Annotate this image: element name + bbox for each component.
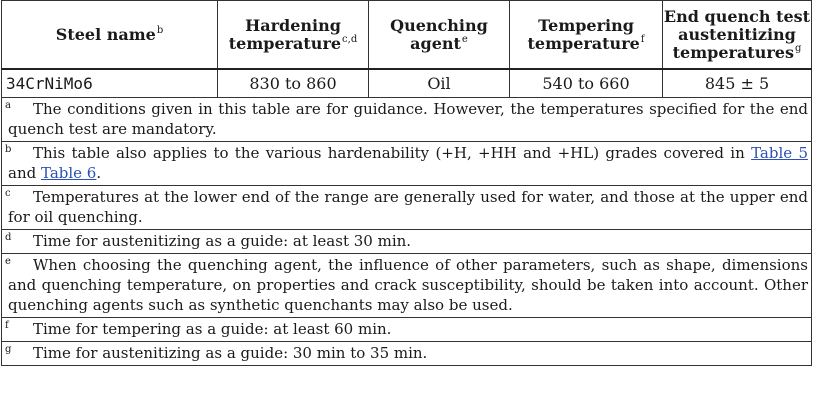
cell-end-quench-temperature: 845 ± 5 <box>663 69 812 98</box>
table-5-link[interactable]: Table 5 <box>751 144 808 162</box>
cell-quenching-agent: Oil <box>369 69 510 98</box>
table-header-row <box>2 1 812 70</box>
footnote-row <box>2 230 812 254</box>
header-quenching-agent: Quenching agent$^e$ <box>369 1 510 70</box>
table-row <box>2 69 812 98</box>
footnote-row <box>2 254 812 318</box>
footnote-text: The conditions given in this table are for guidance. However, the temperatures specified for the end quench test are mandatory. <box>8 100 808 138</box>
footnote-ref-b: b <box>156 25 164 37</box>
footnote-text: Time for tempering as a guide: at least 60 min. <box>33 320 392 338</box>
header-hardening-temperature: Hardening temperature$^{c,d}$ <box>218 1 369 70</box>
footnote-row <box>2 142 812 186</box>
cell-hardening-temperature: 830 to 860 <box>218 69 369 98</box>
footnote-text: When choosing the quenching agent, the influence of other parameters, such as shape, dimensions and quenching temperature, on properties and crack susceptibility, should be taken into account. Other quenching agents such as synthetic quenchants may also be used. <box>8 256 808 314</box>
footnote-text: This table also applies to the various hardenability (+H, +HH and +HL) grades covered in <box>33 144 752 162</box>
header-steel-name: Steel name$^b$ <box>2 1 218 70</box>
footnote-row <box>2 318 812 342</box>
footnote-b: b This table also applies to the various hardenability (+H, +HH and +HL) grades covered in Table 5 and Table 6. <box>2 142 812 186</box>
footnote-row <box>2 98 812 142</box>
footnote-e: e When choosing the quenching agent, the influence of other parameters, such as shape, dimensions and quenching temperature, on properties and crack susceptibility, should be taken into account. Other quenching agents such as synthetic quenchants may also be used. <box>2 254 812 318</box>
footnote-row <box>2 186 812 230</box>
footnote-text: Time for austenitizing as a guide: 30 min to 35 min. <box>33 344 428 362</box>
footnote-text: Time for austenitizing as a guide: at least 30 min. <box>33 232 412 250</box>
footnote-ref-cd: c,d <box>342 34 358 46</box>
footnote-c: c Temperatures at the lower end of the range are generally used for water, and those at the upper end for oil quenching. <box>2 186 812 230</box>
footnote-f: f Time for tempering as a guide: at least 60 min. <box>2 318 812 342</box>
cell-steel-name: 34CrNiMo6 <box>2 69 218 98</box>
footnote-ref-f: f <box>640 34 645 46</box>
header-tempering-temperature: Tempering temperature$^f$ <box>510 1 663 70</box>
footnote-row <box>2 342 812 366</box>
header-end-quench-test: End quench test austenitizing temperatures$^g$ <box>663 1 812 70</box>
footnote-a: a The conditions given in this table are for guidance. However, the temperatures specified for the end quench test are mandatory. <box>2 98 812 142</box>
footnote-g: g Time for austenitizing as a guide: 30 min to 35 min. <box>2 342 812 366</box>
table-6-link[interactable]: Table 6 <box>40 164 97 182</box>
footnote-d: d Time for austenitizing as a guide: at least 30 min. <box>2 230 812 254</box>
footnote-text: Temperatures at the lower end of the range are generally used for water, and those at the upper end for oil quenching. <box>8 188 808 226</box>
footnote-ref-g: g <box>794 43 802 55</box>
cell-tempering-temperature: 540 to 660 <box>510 69 663 98</box>
footnote-ref-e: e <box>461 34 468 46</box>
steel-heat-treatment-table <box>1 0 812 366</box>
